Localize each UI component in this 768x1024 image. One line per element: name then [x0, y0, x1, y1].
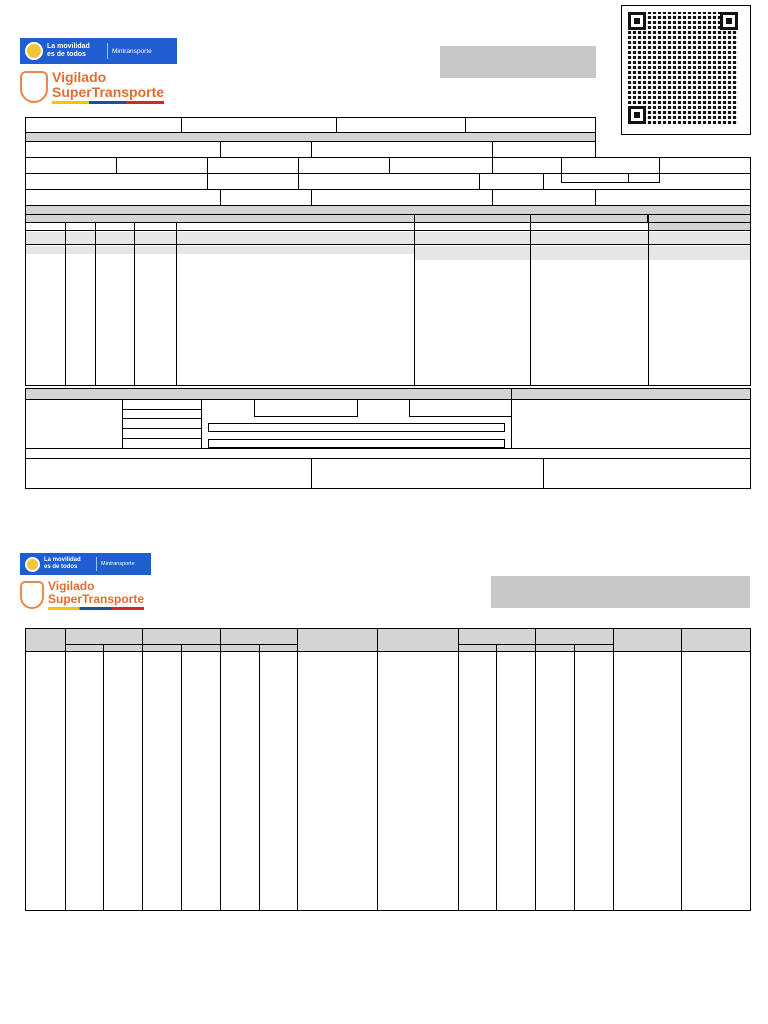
form-cell [492, 141, 596, 158]
form-cell [298, 157, 390, 174]
form-cell [220, 189, 312, 206]
supertransporte-logo [20, 68, 180, 106]
form-cell [181, 117, 337, 133]
vigilado-line2: SuperTransporte [52, 84, 165, 100]
page2-title-box [491, 576, 750, 608]
details-header [26, 629, 750, 651]
form-cell [561, 173, 629, 183]
brand-line2: es de todos [44, 564, 78, 570]
brand-line1: La movilidad [44, 557, 81, 563]
form-cell [207, 173, 299, 190]
value-field [208, 439, 505, 448]
form-cell [311, 189, 493, 206]
supertransporte-shield-icon [20, 71, 48, 103]
form-cell [298, 173, 480, 190]
value-field [208, 423, 505, 432]
vigilado-line1: Vigilado [52, 69, 107, 85]
form-cell [659, 157, 751, 174]
colombia-seal-icon [25, 557, 40, 572]
supertransporte-shield-icon [20, 581, 44, 609]
form-cell [628, 173, 660, 183]
form-cell [25, 173, 208, 190]
signature-box [25, 458, 312, 489]
flag-bar [48, 607, 144, 610]
value-field [254, 400, 358, 417]
form-cell [25, 157, 117, 174]
brand-line2: es de todos [47, 51, 86, 58]
form-cell [479, 173, 544, 190]
cargo-row-shade [26, 246, 416, 254]
value-field [409, 400, 512, 417]
form-cell [336, 117, 466, 133]
ministry-name: Mintransporte [101, 561, 135, 567]
form-cell [492, 157, 562, 174]
form-cell [116, 157, 208, 174]
form-cell [25, 189, 221, 206]
form-cell [311, 141, 493, 158]
supertransporte-logo-page2 [20, 578, 160, 612]
document-title-box [440, 46, 596, 78]
signature-box [543, 458, 751, 489]
form-cell [465, 117, 596, 133]
form-cell [25, 141, 221, 158]
form-cell [492, 189, 596, 206]
form-cell [207, 157, 299, 174]
vigilado-line2: SuperTransporte [48, 592, 145, 606]
form-cell [595, 189, 751, 206]
vigilado-line1: Vigilado [48, 579, 95, 593]
form-cell [561, 157, 660, 174]
mintransporte-logo-page2 [20, 553, 151, 575]
cargo-row-shade [415, 246, 750, 260]
colombia-seal-icon [25, 42, 43, 60]
qr-code [621, 5, 751, 135]
brand-line1: La movilidad [47, 43, 90, 50]
ministry-name: Mintransporte [112, 47, 152, 55]
flag-bar [52, 101, 164, 104]
details-table [25, 628, 751, 911]
signature-box [311, 458, 544, 489]
mintransporte-logo [20, 38, 177, 64]
observations-box [511, 399, 751, 449]
form-cell [220, 141, 312, 158]
form-cell [595, 141, 751, 158]
form-cell [389, 157, 493, 174]
form-cell [25, 117, 182, 133]
